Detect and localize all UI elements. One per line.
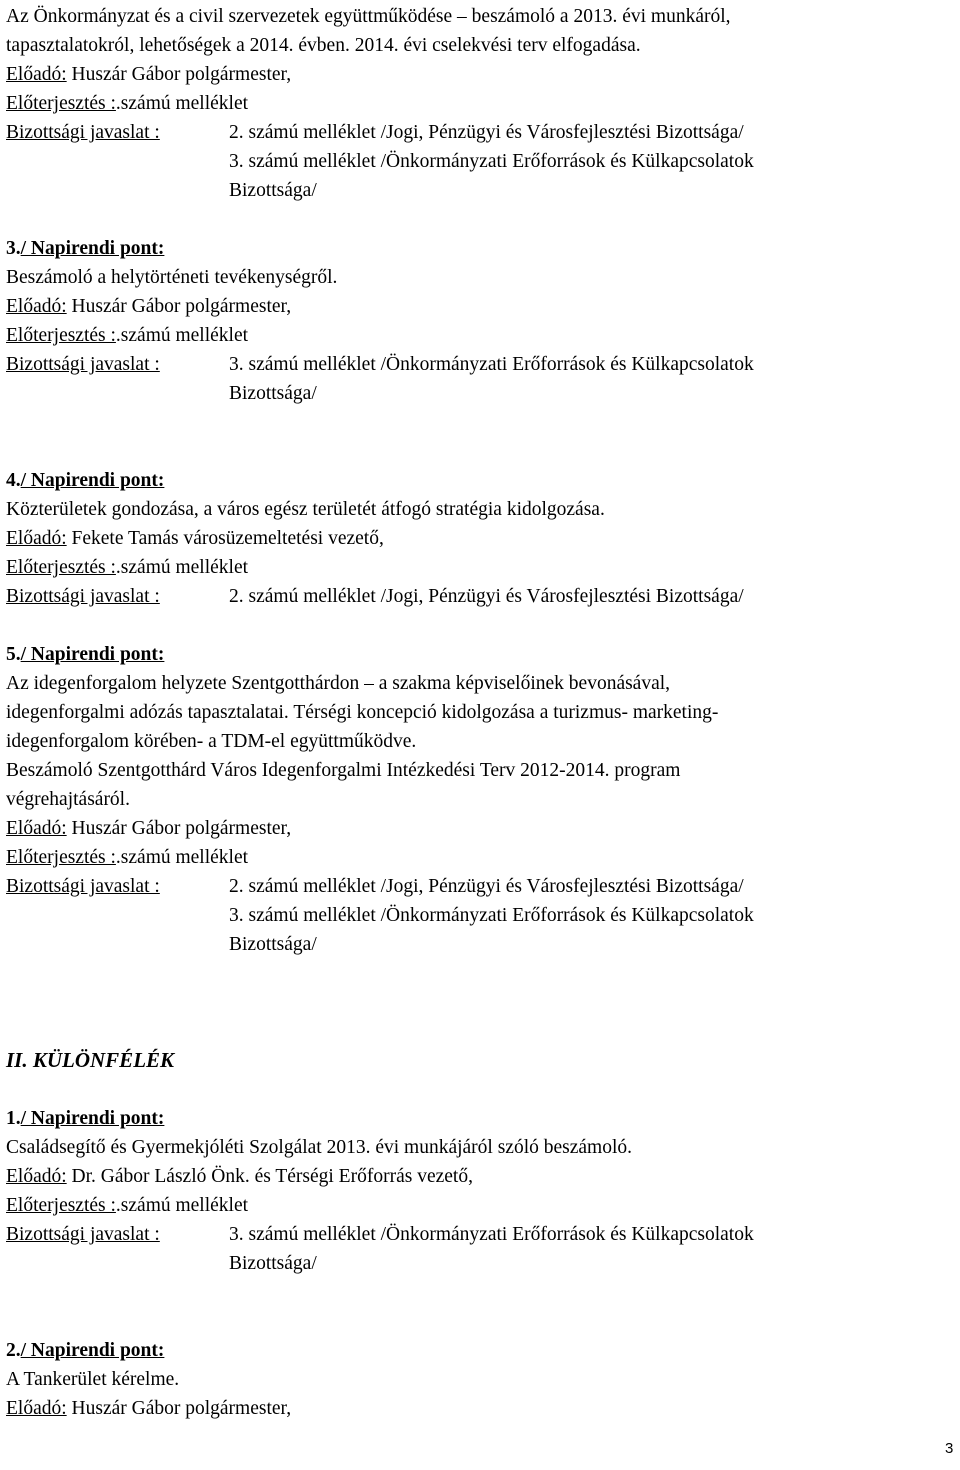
committee-line: Bizottsága/ (229, 383, 317, 404)
committee-value: 3. számú melléklet /Önkormányzati Erőforrások és Külkapcsolatok (229, 354, 754, 375)
agenda-item-heading (6, 466, 946, 495)
agenda-item-number: 3. (6, 238, 21, 259)
submission-value: .számú melléklet (115, 93, 249, 114)
presenter-value: Huszár Gábor polgármester, (66, 64, 292, 85)
committee-value: 2. számú melléklet /Jogi, Pénzügyi és Városfejlesztési Bizottsága/ (229, 876, 744, 897)
submission-line (6, 89, 946, 118)
presenter-line (6, 1394, 946, 1423)
presenter-value: Dr. Gábor László Önk. és Térségi Erőforrás vezető, (66, 1166, 473, 1187)
committee-line: 3. számú melléklet /Önkormányzati Erőforrások és Külkapcsolatok (229, 905, 754, 926)
submission-value: .számú melléklet (115, 1195, 249, 1216)
submission-line (6, 553, 946, 582)
committee-line (6, 118, 946, 147)
presenter-value: Huszár Gábor polgármester, (66, 1398, 292, 1419)
agenda-item-number: 2. (6, 1340, 21, 1361)
page-number: 3 (945, 1440, 954, 1457)
agenda-item-heading (6, 1336, 946, 1365)
presenter-line (6, 524, 946, 553)
presenter-label: Előadó: (6, 1166, 67, 1187)
submission-label: Előterjesztés : (6, 557, 116, 578)
document-page (6, 2, 946, 1423)
presenter-value: Fekete Tamás városüzemeltetési vezető, (66, 528, 384, 549)
agenda-item-label: / Napirendi pont: (20, 1340, 165, 1361)
agenda-title-line: Beszámoló Szentgotthárd Város Idegenforgalmi Intézkedési Terv 2012-2014. program (6, 760, 681, 781)
agenda-item-heading (6, 234, 946, 263)
presenter-line (6, 60, 946, 89)
agenda-title-line: Beszámoló a helytörténeti tevékenységről. (6, 267, 338, 288)
presenter-label: Előadó: (6, 296, 67, 317)
committee-value: 2. számú melléklet /Jogi, Pénzügyi és Városfejlesztési Bizottsága/ (229, 586, 744, 607)
agenda-title-line: tapasztalatokról, lehetőségek a 2014. évben. 2014. évi cselekvési terv elfogadása. (6, 35, 641, 56)
presenter-value: Huszár Gábor polgármester, (66, 818, 292, 839)
submission-value: .számú melléklet (115, 847, 249, 868)
committee-line: 3. számú melléklet /Önkormányzati Erőforrások és Külkapcsolatok (229, 151, 754, 172)
committee-label: Bizottsági javaslat : (6, 586, 160, 607)
agenda-title-line: Közterületek gondozása, a város egész területét átfogó stratégia kidolgozása. (6, 499, 605, 520)
agenda-title-line: Az Önkormányzat és a civil szervezetek együttműködése – beszámoló a 2013. évi munkáról, (6, 6, 731, 27)
committee-line: Bizottsága/ (229, 180, 317, 201)
submission-value: .számú melléklet (115, 557, 249, 578)
submission-label: Előterjesztés : (6, 325, 116, 346)
agenda-title-line: A Tankerület kérelme. (6, 1369, 180, 1390)
section-heading: II. KÜLÖNFÉLÉK (6, 1048, 175, 1072)
committee-label: Bizottsági javaslat : (6, 122, 160, 143)
committee-line (6, 350, 946, 379)
agenda-item-label: / Napirendi pont: (20, 1108, 165, 1129)
committee-label: Bizottsági javaslat : (6, 354, 160, 375)
committee-line (6, 872, 946, 901)
agenda-item-number: 5. (6, 644, 21, 665)
agenda-item-heading (6, 640, 946, 669)
committee-value: 2. számú melléklet /Jogi, Pénzügyi és Városfejlesztési Bizottsága/ (229, 122, 744, 143)
submission-line (6, 1191, 946, 1220)
committee-value: 3. számú melléklet /Önkormányzati Erőforrások és Külkapcsolatok (229, 1224, 754, 1245)
agenda-title-line: idegenforgalmi adózás tapasztalatai. Térségi koncepció kidolgozása a turizmus- marketing- (6, 702, 719, 723)
agenda-title-line: idegenforgalom körében- a TDM-el együttműködve. (6, 731, 417, 752)
submission-label: Előterjesztés : (6, 1195, 116, 1216)
presenter-label: Előadó: (6, 64, 67, 85)
submission-line (6, 843, 946, 872)
submission-value: .számú melléklet (115, 325, 249, 346)
submission-label: Előterjesztés : (6, 847, 116, 868)
committee-line: Bizottsága/ (229, 934, 317, 955)
presenter-line (6, 814, 946, 843)
agenda-item-number: 1. (6, 1108, 21, 1129)
agenda-title-line: Az idegenforgalom helyzete Szentgotthárdon – a szakma képviselőinek bevonásával, (6, 673, 671, 694)
presenter-label: Előadó: (6, 818, 67, 839)
presenter-label: Előadó: (6, 1398, 67, 1419)
presenter-line (6, 1162, 946, 1191)
agenda-item-label: / Napirendi pont: (20, 238, 165, 259)
submission-label: Előterjesztés : (6, 93, 116, 114)
committee-line: Bizottsága/ (229, 1253, 317, 1274)
presenter-label: Előadó: (6, 528, 67, 549)
committee-line (6, 1220, 946, 1249)
presenter-line (6, 292, 946, 321)
agenda-title-line: Családsegítő és Gyermekjóléti Szolgálat 2013. évi munkájáról szóló beszámoló. (6, 1137, 633, 1158)
committee-label: Bizottsági javaslat : (6, 1224, 160, 1245)
agenda-title-line: végrehajtásáról. (6, 789, 130, 810)
submission-line (6, 321, 946, 350)
agenda-item-label: / Napirendi pont: (20, 644, 165, 665)
committee-label: Bizottsági javaslat : (6, 876, 160, 897)
agenda-item-heading (6, 1104, 946, 1133)
agenda-item-label: / Napirendi pont: (20, 470, 165, 491)
agenda-item-number: 4. (6, 470, 21, 491)
presenter-value: Huszár Gábor polgármester, (66, 296, 292, 317)
committee-line (6, 582, 946, 611)
